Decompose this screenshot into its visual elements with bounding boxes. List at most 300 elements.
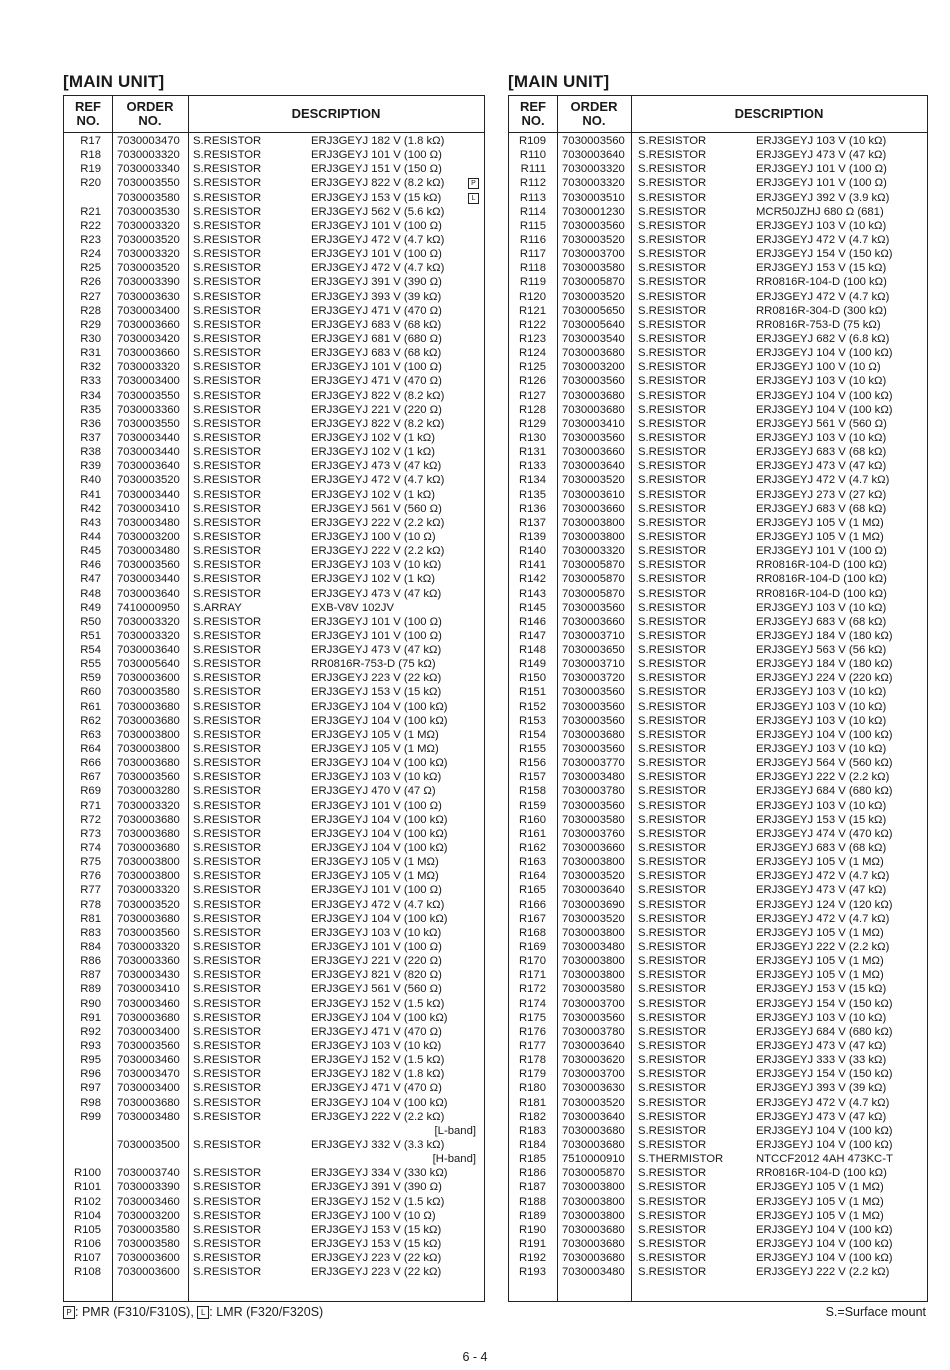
table-row <box>64 459 484 473</box>
part-type: S.RESISTOR <box>638 955 707 968</box>
lmr-mark: L <box>468 193 479 204</box>
part-description: ERJ3GEYJ 472 V (4.7 kΩ) <box>756 474 890 487</box>
table-row <box>64 205 484 219</box>
table-row <box>64 473 484 487</box>
part-type: S.RESISTOR <box>638 177 707 190</box>
part-description: ERJ3GEYJ 105 V (1 MΩ) <box>311 856 439 869</box>
part-type: S.RESISTOR <box>638 771 707 784</box>
ref-no: R179 <box>518 1068 546 1081</box>
part-type: S.RESISTOR <box>193 1195 262 1208</box>
ref-no: R154 <box>518 728 546 741</box>
ref-no: R116 <box>519 233 546 246</box>
part-description: ERJ3GEYJ 104 V (100 kΩ) <box>311 827 448 840</box>
part-description: ERJ3GEYJ 101 V (100 Ω) <box>311 629 442 642</box>
part-description: ERJ3GEYJ 472 V (4.7 kΩ) <box>756 233 890 246</box>
part-type: S.RESISTOR <box>638 1181 707 1194</box>
table-row <box>509 629 927 643</box>
order-no: 7030003520 <box>562 233 625 246</box>
table-row <box>509 346 927 360</box>
part-type: S.RESISTOR <box>193 1181 262 1194</box>
part-type: S.RESISTOR <box>193 1068 262 1081</box>
part-description: ERJ3GEYJ 472 V (4.7 kΩ) <box>311 474 445 487</box>
table-row <box>64 855 484 869</box>
part-description: ERJ3GEYJ 472 V (4.7 kΩ) <box>756 870 890 883</box>
table-row <box>509 997 927 1011</box>
ref-no: R24 <box>80 248 101 261</box>
ref-no: R188 <box>518 1195 546 1208</box>
part-type: S.RESISTOR <box>193 389 262 402</box>
order-no: 7030003680 <box>562 1252 625 1265</box>
order-no: 7030003460 <box>117 1054 180 1067</box>
part-type: S.RESISTOR <box>638 332 707 345</box>
order-no: 7030003320 <box>562 163 625 176</box>
ref-no: R89 <box>80 983 101 996</box>
ref-no: R38 <box>80 446 101 459</box>
ref-no: R190 <box>518 1223 546 1236</box>
part-description: [L-band] <box>434 1124 476 1137</box>
part-description: ERJ3GEYJ 105 V (1 MΩ) <box>311 870 439 883</box>
part-description: ERJ3GEYJ 182 V (1.8 kΩ) <box>311 135 445 147</box>
part-type: S.RESISTOR <box>638 1110 707 1123</box>
part-description: ERJ3GEYJ 100 V (10 Ω) <box>311 1209 436 1222</box>
table-row <box>64 191 484 205</box>
table-row <box>509 1011 927 1025</box>
ref-no: R63 <box>80 728 101 741</box>
order-no: 7030003480 <box>562 941 625 954</box>
order-no: 7410000950 <box>117 601 180 614</box>
order-no: 7030003410 <box>562 417 625 430</box>
part-type: S.RESISTOR <box>193 587 262 600</box>
part-description: ERJ3GEYJ 104 V (100 kΩ) <box>756 1223 893 1236</box>
table-row <box>64 1011 484 1025</box>
part-description: ERJ3GEYJ 473 V (47 kΩ) <box>311 587 442 600</box>
order-no: 7030003440 <box>117 431 180 444</box>
ref-no: R160 <box>518 813 546 826</box>
order-no: 7030003800 <box>562 926 625 939</box>
order-no: 7030003340 <box>117 163 180 176</box>
ref-no: R106 <box>73 1237 101 1250</box>
part-type: S.RESISTOR <box>638 1167 707 1180</box>
table-row <box>509 247 927 261</box>
table-row <box>64 685 484 699</box>
ref-no: R189 <box>518 1209 546 1222</box>
table-row <box>509 1110 927 1124</box>
table-row <box>509 1195 927 1209</box>
table-row <box>509 176 927 190</box>
order-no: 7030003320 <box>117 629 180 642</box>
order-no: 7030003680 <box>117 813 180 826</box>
part-type: S.RESISTOR <box>193 785 262 798</box>
part-type: S.RESISTOR <box>638 969 707 982</box>
ref-no: R136 <box>518 502 546 515</box>
order-no: 7030003780 <box>562 1025 625 1038</box>
table-row <box>64 827 484 841</box>
ref-no: R108 <box>73 1266 101 1279</box>
table-row <box>509 544 927 558</box>
part-description: ERJ3GEYJ 101 V (100 Ω) <box>311 149 442 162</box>
ref-no: R113 <box>519 191 546 204</box>
part-type: S.RESISTOR <box>193 332 262 345</box>
order-no: 7030003640 <box>562 1110 625 1123</box>
part-type: S.RESISTOR <box>193 219 262 232</box>
table-row <box>64 530 484 544</box>
part-type: S.RESISTOR <box>193 460 262 473</box>
table-row <box>64 700 484 714</box>
order-no: 7030003400 <box>117 375 180 388</box>
table-row <box>509 813 927 827</box>
order-no: 7030003410 <box>117 983 180 996</box>
order-no: 7030003660 <box>562 615 625 628</box>
table-row <box>509 827 927 841</box>
table-row <box>64 968 484 982</box>
ref-no: R130 <box>518 431 546 444</box>
part-type: S.RESISTOR <box>638 1266 707 1279</box>
order-no: 7030003580 <box>117 1237 180 1250</box>
part-description: ERJ3GEYJ 152 V (1.5 kΩ) <box>311 1054 445 1067</box>
ref-no: R156 <box>518 757 546 770</box>
pmr-mark: P <box>63 1306 75 1319</box>
order-no: 7030003520 <box>562 290 625 303</box>
part-type: S.RESISTOR <box>193 926 262 939</box>
part-type: S.RESISTOR <box>638 658 707 671</box>
ref-no: R29 <box>80 318 101 331</box>
table-row <box>64 1067 484 1081</box>
part-description: ERJ3GEYJ 561 V (560 Ω) <box>311 502 442 515</box>
part-type: S.RESISTOR <box>638 431 707 444</box>
ref-no: R158 <box>518 785 546 798</box>
table-row <box>509 1138 927 1152</box>
part-description: ERJ3GEYJ 101 V (100 Ω) <box>311 219 442 232</box>
part-type: S.RESISTOR <box>193 1266 262 1279</box>
part-type: S.RESISTOR <box>638 672 707 685</box>
part-description: ERJ3GEYJ 473 V (47 kΩ) <box>311 460 442 473</box>
part-type: S.RESISTOR <box>193 898 262 911</box>
part-type: S.RESISTOR <box>638 530 707 543</box>
ref-no: R111 <box>520 163 546 176</box>
part-description: ERJ3GEYJ 471 V (470 Ω) <box>311 1025 442 1038</box>
ref-no: R18 <box>80 149 101 162</box>
ref-no: R27 <box>80 290 101 303</box>
order-no: 7030003680 <box>117 1011 180 1024</box>
part-type: S.RESISTOR <box>193 1209 262 1222</box>
ref-no: R176 <box>518 1025 546 1038</box>
part-description: ERJ3GEYJ 222 V (2.2 kΩ) <box>756 941 890 954</box>
table-row <box>64 926 484 940</box>
part-type: S.RESISTOR <box>193 629 262 642</box>
part-description: ERJ3GEYJ 822 V (8.2 kΩ) <box>311 417 445 430</box>
part-type: S.RESISTOR <box>193 233 262 246</box>
table-row <box>64 572 484 586</box>
order-no: 7030003640 <box>562 149 625 162</box>
part-description: ERJ3GEYJ 101 V (100 Ω) <box>756 545 887 558</box>
part-description: ERJ3GEYJ 104 V (100 kΩ) <box>756 728 893 741</box>
table-row <box>509 374 927 388</box>
part-type: S.RESISTOR <box>193 912 262 925</box>
part-type: S.RESISTOR <box>638 205 707 218</box>
ref-no: R127 <box>518 389 546 402</box>
table-row <box>64 374 484 388</box>
part-type: S.RESISTOR <box>193 177 262 190</box>
ref-no: R171 <box>518 969 546 982</box>
part-description: ERJ3GEYJ 103 V (10 kΩ) <box>756 375 887 388</box>
part-type: S.RESISTOR <box>638 983 707 996</box>
order-no: 7030003550 <box>117 177 180 190</box>
ref-no: R187 <box>518 1181 546 1194</box>
part-type: S.RESISTOR <box>193 573 262 586</box>
order-no: 7030005870 <box>562 587 625 600</box>
part-type: S.RESISTOR <box>193 403 262 416</box>
table-row <box>509 530 927 544</box>
order-no: 7030003320 <box>117 248 180 261</box>
order-no: 7030003530 <box>117 205 180 218</box>
part-description: ERJ3GEYJ 471 V (470 Ω) <box>311 375 442 388</box>
part-description: ERJ3GEYJ 682 V (6.8 kΩ) <box>756 332 890 345</box>
part-description: ERJ3GEYJ 101 V (100 Ω) <box>311 799 442 812</box>
ref-no: R142 <box>518 573 546 586</box>
ref-no: R105 <box>73 1223 101 1236</box>
ref-no: R95 <box>80 1054 101 1067</box>
order-no: 7030003580 <box>117 686 180 699</box>
part-description: ERJ3GEYJ 221 V (220 Ω) <box>311 403 442 416</box>
table-row <box>64 1152 484 1166</box>
part-type: S.RESISTOR <box>638 601 707 614</box>
order-no: 7030003400 <box>117 1025 180 1038</box>
part-type: S.RESISTOR <box>193 191 262 204</box>
part-type: S.RESISTOR <box>193 813 262 826</box>
order-no: 7030003660 <box>562 502 625 515</box>
part-description: ERJ3GEYJ 105 V (1 MΩ) <box>311 743 439 756</box>
part-type: S.RESISTOR <box>638 276 707 289</box>
part-type: S.ARRAY <box>193 601 242 614</box>
part-type: S.RESISTOR <box>193 1138 262 1151</box>
table-row <box>509 134 927 148</box>
part-description: ERJ3GEYJ 153 V (15 kΩ) <box>311 1237 442 1250</box>
part-description: RR0816R-104-D (100 kΩ) <box>756 573 887 586</box>
part-description: ERJ3GEYJ 154 V (150 kΩ) <box>756 1068 893 1081</box>
table-row <box>509 869 927 883</box>
table-row <box>509 784 927 798</box>
part-type: S.RESISTOR <box>193 771 262 784</box>
order-no: 7030003680 <box>562 1223 625 1236</box>
part-type: S.RESISTOR <box>193 856 262 869</box>
part-description: ERJ3GEYJ 184 V (180 kΩ) <box>756 658 893 671</box>
part-type: S.RESISTOR <box>638 460 707 473</box>
ref-no: R168 <box>518 926 546 939</box>
ref-no: R72 <box>80 813 101 826</box>
ref-no: R137 <box>518 516 546 529</box>
order-no: 7030003320 <box>117 884 180 897</box>
ref-no: R123 <box>518 332 546 345</box>
part-description: ERJ3GEYJ 473 V (47 kΩ) <box>756 149 887 162</box>
part-type: S.RESISTOR <box>638 1082 707 1095</box>
ref-no: R125 <box>518 361 546 374</box>
ref-no: R181 <box>518 1096 546 1109</box>
table-row <box>509 403 927 417</box>
part-type: S.RESISTOR <box>638 502 707 515</box>
part-type: S.RESISTOR <box>638 1068 707 1081</box>
table-row <box>64 883 484 897</box>
ref-no: R178 <box>518 1054 546 1067</box>
part-type: S.RESISTOR <box>193 941 262 954</box>
order-no: 7030003710 <box>562 629 625 642</box>
ref-no: R98 <box>80 1096 101 1109</box>
ref-no: R87 <box>80 969 101 982</box>
order-no: 7030003560 <box>562 714 625 727</box>
part-type: S.RESISTOR <box>193 205 262 218</box>
order-no: 7030003360 <box>117 403 180 416</box>
ref-no: R164 <box>518 870 546 883</box>
part-description: ERJ3GEYJ 154 V (150 kΩ) <box>756 248 893 261</box>
part-description: ERJ3GEYJ 153 V (15 kΩ) <box>756 262 887 275</box>
left-table-rows <box>64 134 484 1279</box>
table-row <box>509 1209 927 1223</box>
ref-no: R48 <box>80 587 101 600</box>
ref-no: R147 <box>518 629 546 642</box>
part-type: S.RESISTOR <box>193 276 262 289</box>
part-type: S.RESISTOR <box>193 163 262 176</box>
part-description: ERJ3GEYJ 153 V (15 kΩ) <box>311 191 442 204</box>
part-type: S.RESISTOR <box>638 262 707 275</box>
table-row <box>64 1124 484 1138</box>
order-no: 7030003480 <box>117 545 180 558</box>
table-row <box>64 417 484 431</box>
ref-no: R166 <box>518 898 546 911</box>
table-row <box>509 473 927 487</box>
part-description: RR0816R-104-D (100 kΩ) <box>756 276 887 289</box>
part-description: EXB-V8V 102JV <box>311 601 394 614</box>
part-description: ERJ3GEYJ 103 V (10 kΩ) <box>756 601 887 614</box>
table-row <box>509 756 927 770</box>
table-row <box>509 1152 927 1166</box>
order-no: 7030003640 <box>562 460 625 473</box>
ref-no: R101 <box>73 1181 101 1194</box>
table-row <box>509 148 927 162</box>
part-type: S.RESISTOR <box>193 530 262 543</box>
part-description: ERJ3GEYJ 104 V (100 kΩ) <box>311 757 448 770</box>
ref-no: R83 <box>80 926 101 939</box>
part-type: S.RESISTOR <box>638 926 707 939</box>
table-row <box>64 940 484 954</box>
order-no: 7030003640 <box>117 644 180 657</box>
table-row <box>509 332 927 346</box>
order-no: 7030003480 <box>562 1266 625 1279</box>
part-type: S.RESISTOR <box>193 799 262 812</box>
table-row <box>509 1096 927 1110</box>
part-description: ERJ3GEYJ 102 V (1 kΩ) <box>311 446 435 459</box>
table-row <box>509 982 927 996</box>
part-type: S.RESISTOR <box>193 545 262 558</box>
part-type: S.RESISTOR <box>638 191 707 204</box>
order-no: 7030003600 <box>117 1266 180 1279</box>
table-row <box>509 799 927 813</box>
part-type: S.RESISTOR <box>193 488 262 501</box>
part-description: ERJ3GEYJ 153 V (15 kΩ) <box>756 813 887 826</box>
order-no: 7030003480 <box>562 771 625 784</box>
table-row <box>64 219 484 233</box>
part-type: S.RESISTOR <box>193 1167 262 1180</box>
ref-no: R62 <box>80 714 101 727</box>
part-description: ERJ3GEYJ 102 V (1 kΩ) <box>311 431 435 444</box>
ref-no: R186 <box>518 1167 546 1180</box>
part-type: S.RESISTOR <box>638 417 707 430</box>
order-no: 7030003800 <box>562 1181 625 1194</box>
table-row <box>509 1124 927 1138</box>
part-description: ERJ3GEYJ 222 V (2.2 kΩ) <box>756 771 890 784</box>
part-type: S.RESISTOR <box>193 884 262 897</box>
ref-no: R17 <box>80 135 101 147</box>
page-number: 6 - 4 <box>462 1350 488 1364</box>
part-type: S.RESISTOR <box>638 1096 707 1109</box>
ref-no: R174 <box>518 997 546 1010</box>
order-no: 7030003560 <box>562 431 625 444</box>
order-no: 7030003770 <box>562 757 625 770</box>
part-type: S.RESISTOR <box>638 1124 707 1137</box>
part-type: S.RESISTOR <box>193 983 262 996</box>
order-no: 7030003740 <box>117 1167 180 1180</box>
part-type: S.RESISTOR <box>638 1040 707 1052</box>
ref-no: R140 <box>518 545 546 558</box>
table-row <box>64 997 484 1011</box>
order-no: 7030003800 <box>562 969 625 982</box>
part-description: ERJ3GEYJ 101 V (100 Ω) <box>311 884 442 897</box>
order-no: 7030003410 <box>117 502 180 515</box>
part-description: ERJ3GEYJ 561 V (560 Ω) <box>756 417 887 430</box>
part-type: S.RESISTOR <box>193 827 262 840</box>
part-type: S.RESISTOR <box>638 446 707 459</box>
table-row <box>509 968 927 982</box>
table-row <box>509 318 927 332</box>
table-row <box>509 1237 927 1251</box>
table-row <box>64 1081 484 1095</box>
table-row <box>509 700 927 714</box>
part-type: S.RESISTOR <box>193 1223 262 1236</box>
part-type: S.RESISTOR <box>638 700 707 713</box>
surface-mount-note: S.=Surface mount <box>825 1305 926 1319</box>
order-no: 7030003580 <box>117 191 180 204</box>
part-type: S.RESISTOR <box>193 474 262 487</box>
order-no: 7030003320 <box>117 615 180 628</box>
ref-no: R23 <box>80 233 101 246</box>
table-row <box>64 176 484 190</box>
ref-no: R69 <box>80 785 101 798</box>
part-description: ERJ3GEYJ 102 V (1 kΩ) <box>311 488 435 501</box>
part-type: S.RESISTOR <box>193 149 262 162</box>
table-row <box>509 954 927 968</box>
part-type: S.RESISTOR <box>193 686 262 699</box>
part-type: S.THERMISTOR <box>638 1153 724 1166</box>
order-no: 7030003550 <box>117 417 180 430</box>
part-type: S.RESISTOR <box>193 1082 262 1095</box>
order-no: 7030003640 <box>562 884 625 897</box>
ref-no: R86 <box>80 955 101 968</box>
order-no: 7030005870 <box>562 573 625 586</box>
order-no: 7030003200 <box>562 361 625 374</box>
table-row <box>64 1053 484 1067</box>
ref-no: R120 <box>518 290 546 303</box>
part-type: S.RESISTOR <box>638 1252 707 1265</box>
part-type: S.RESISTOR <box>193 1096 262 1109</box>
part-description: ERJ3GEYJ 102 V (1 kΩ) <box>311 573 435 586</box>
left-unit-title: [MAIN UNIT] <box>63 72 165 91</box>
part-description: ERJ3GEYJ 100 V (10 Ω) <box>311 530 436 543</box>
table-row <box>509 883 927 897</box>
ref-no: R43 <box>80 516 101 529</box>
order-no: 7030003500 <box>117 1138 180 1151</box>
part-type: S.RESISTOR <box>193 417 262 430</box>
part-description: ERJ3GEYJ 105 V (1 MΩ) <box>756 1181 884 1194</box>
part-description: ERJ3GEYJ 391 V (390 Ω) <box>311 276 442 289</box>
part-description: ERJ3GEYJ 105 V (1 MΩ) <box>756 926 884 939</box>
